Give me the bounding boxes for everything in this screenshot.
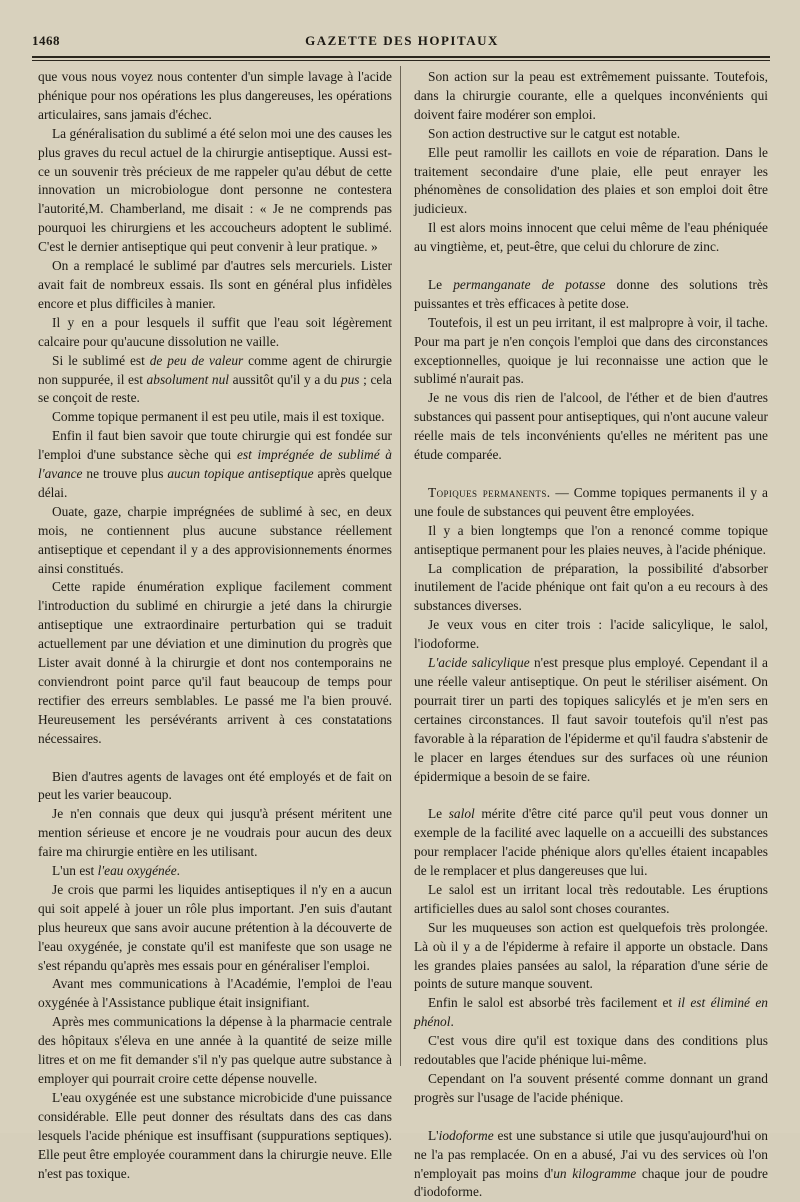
left-column <box>38 68 392 1183</box>
text-run: Enfin le salol est absorbé très facilement et <box>428 995 678 1011</box>
paragraph <box>38 881 392 976</box>
paragraph <box>414 68 768 125</box>
paragraph <box>414 1070 768 1108</box>
paragraph <box>414 1127 768 1202</box>
text-run: L'un est <box>52 863 98 879</box>
paragraph <box>38 352 392 409</box>
italic-text: un kilogramme <box>553 1165 637 1181</box>
paragraph <box>414 389 768 465</box>
text-run: Elle peut ramollir les caillots en voie de réparation. Dans le traitement secondaire d'une plaie, elle peut enrayer les phénomènes de consolidation des plaies et son emploi doit être judicieux. <box>414 144 768 217</box>
paragraph <box>38 975 392 1013</box>
text-run: C'est vous dire qu'il est toxique dans des conditions plus redoutables que l'acide phénique lui-même. <box>414 1033 768 1068</box>
italic-text: pus <box>340 371 360 387</box>
column-divider <box>400 66 401 1066</box>
header-rule-thin <box>32 60 770 61</box>
text-run: Le <box>428 806 449 822</box>
text-run: Son action sur la peau est extrêmement puissante. Toutefois, dans la chirurgie courante, elle a quelques inconvénients qui doivent faire modérer son emploi. <box>414 69 768 122</box>
paragraph <box>414 919 768 995</box>
paragraph <box>38 805 392 862</box>
text-run: Le salol est un irritant local très redoutable. Les éruptions artificielles dues au salol sont choses courantes. <box>414 881 768 916</box>
text-run: Après mes communications la dépense à la pharmacie centrale des hôpitaux s'éleva en une année à la quantité de seize mille litres et on me fit demander s'il n'y pas quelque autre substance à employer qui pourrait croire cette dépense nouvelle. <box>38 1014 392 1087</box>
text-run: La complication de préparation, la possibilité d'absorber inutilement de l'acide phénique ont fait qu'on a eu recours à des substances diverses. <box>414 560 768 614</box>
section-heading: Topiques permanents. <box>428 484 551 500</box>
paragraph <box>38 125 392 257</box>
text-run: Si le sublimé est <box>52 352 150 368</box>
paragraph <box>38 257 392 314</box>
paragraph <box>414 484 768 522</box>
text-run: Le <box>428 276 454 292</box>
paragraph <box>414 1032 768 1070</box>
text-run: Il est alors moins innocent que celui même de l'eau phéniquée au vingtième, et, peut-être, que celui du chlorure de zinc. <box>414 220 768 255</box>
paragraph <box>38 768 392 806</box>
italic-text: iodoforme <box>438 1127 494 1143</box>
paragraph <box>414 125 768 144</box>
text-run: n'est presque plus employé. Cependant il a une réelle valeur antiseptique. On peut le stériliser aisément. On pourrait tirer un parti des topiques salicylés et je m'en sers en certaines circonstances. Il faut savoir toutefois qu'il n'est pas favorable à la réparation de l'épiderme et qu'il faudra s'abstenir de le placer en larges étendues sur des surfaces où une réunion épidermique a besoin de se faire. <box>414 655 768 784</box>
text-run: mérite d'être cité parce qu'il peut vous donner un exemple de la facilité avec laquelle on a accueilli des substances pour remplacer l'acide phénique alors qu'elles étaient incapables de le remplacer et plus dangereuses que lui. <box>414 806 768 879</box>
paragraph <box>414 144 768 220</box>
text-run: — Comme topiques permanents il y a une foule de substances qui peuvent être employées. <box>414 484 769 519</box>
paragraph <box>414 805 768 881</box>
paragraph <box>38 862 392 881</box>
text-run: Avant mes communications à l'Académie, l'emploi de l'eau oxygénée à l'Assistance publique était insignifiant. <box>38 976 392 1011</box>
text-run: Je n'en connais que deux qui jusqu'à présent méritent une mention sérieuse et encore je ne voudrais pour aucun des deux faire ma chirurgie entière en les utilisant. <box>38 806 392 860</box>
text-run: donne des solutions très puissantes et très efficaces à petite dose. <box>414 276 768 311</box>
text-run: ne trouve plus <box>82 466 168 482</box>
text-run: Je veux vous en citer trois : l'acide salicylique, le salol, l'iodoforme. <box>414 617 768 652</box>
text-run: Il y a bien longtemps que l'on a renoncé comme topique antiseptique permanent pour les plaies neuves, à l'acide phénique. <box>414 522 768 557</box>
text-run: Bien d'autres agents de lavages ont été employés et de fait on peut les varier beaucoup. <box>38 768 392 803</box>
paragraph <box>38 1013 392 1089</box>
paragraph <box>38 314 392 352</box>
paragraph <box>414 560 768 617</box>
paragraph <box>38 578 392 748</box>
italic-text: permanganate de potasse <box>453 276 606 292</box>
paragraph <box>414 276 768 314</box>
italic-text: aucun topique antiseptique <box>167 466 314 482</box>
text-run: que vous nous voyez nous contenter d'un simple lavage à l'acide phénique pour nos opérations les plus dangereuses, les opérations articulaires, sans jamais d'échec. <box>38 69 392 122</box>
header-rule-thick <box>32 56 770 58</box>
text-run: Son action destructive sur le catgut est notable. <box>428 125 681 141</box>
journal-title: GAZETTE DES HOPITAUX <box>305 33 499 48</box>
text-run: Toutefois, il est un peu irritant, il est malpropre à voir, il tache. Pour ma part je n'en conçois l'emploi que dans des circonstances exceptionnelles, quoique je lui reconnaisse une action que le sublimé n'aurait pas. <box>414 314 768 387</box>
text-run: est une substance si utile que jusqu'aujourd'hui on ne l'a pas remplacée. On en a abusé, J'ai vu des services où l'on n'employait pas moins d' <box>414 1127 768 1181</box>
paragraph <box>414 616 768 654</box>
text-run: comme agent de chirurgie non suppurée, il est <box>38 352 392 387</box>
text-run: Comme topique permanent il est peu utile, mais il est toxique. <box>52 409 385 425</box>
paragraph <box>414 314 768 390</box>
paragraph <box>414 522 768 560</box>
paragraph <box>38 427 392 503</box>
italic-text: L'acide salicylique <box>428 655 530 671</box>
text-run: Cependant on l'a souvent présenté comme donnant un grand progrès sur l'usage de l'acide phénique. <box>414 1070 768 1105</box>
italic-text: de peu de valeur <box>149 352 244 368</box>
text-run: Il y en a pour lesquels il suffit que l'eau soit légèrement calcaire pour qu'aucune dissolution ne vaille. <box>38 314 392 349</box>
paragraph <box>414 654 768 786</box>
italic-text: est imprégnée de sublimé à l'avance <box>38 447 392 482</box>
page-number: 1468 <box>32 33 60 48</box>
text-run: Enfin il faut bien savoir que toute chirurgie qui est fondée sur l'emploi d'une substance sèche qui <box>38 428 392 463</box>
text-run: L' <box>428 1127 439 1143</box>
text-run: . <box>176 863 180 879</box>
italic-text: il est éliminé en phénol <box>414 995 768 1030</box>
paragraph <box>414 994 768 1032</box>
text-run: après quelque délai. <box>38 466 393 500</box>
text-run: ; cela se conçoit de reste. <box>38 371 392 406</box>
page-header <box>32 30 772 52</box>
text-run: aussitôt qu'il y a du <box>229 371 341 387</box>
text-run: Ouate, gaze, charpie imprégnées de sublimé à sec, en deux mois, ne contiennent plus aucune substance réellement antiseptique et cependant il y a des approvisionnements énormes ainsi constitués. <box>38 503 392 576</box>
paragraph <box>38 68 392 125</box>
paragraph <box>414 219 768 257</box>
text-run: On a remplacé le sublimé par d'autres sels mercuriels. Lister avait fait de nombreux essais. Ils sont en général plus infidèles encore et plus difficiles à manier. <box>38 258 392 311</box>
paragraph <box>38 503 392 579</box>
text-run: chaque jour de poudre d'iodoforme. <box>414 1165 768 1200</box>
text-run: Je ne vous dis rien de l'alcool, de l'éther et de bien d'autres substances qui passent pour antiseptiques, qui n'ont aucune valeur réelle mais de tels inconvénients qu'elles ne méritent pas une étude comparée. <box>414 390 768 463</box>
text-run: L'eau oxygénée est une substance microbicide d'une puissance considérable. Elle peut donner des résultats dans des cas dans lesquels l'acide phénique est insuffisant (suppurations septiques). Elle peut être employée couramment dans la chirurgie neuve. Elle n'est pas toxique. <box>38 1089 392 1181</box>
text-run: Cette rapide énumération explique facilement comment l'introduction du sublimé en chirurgie a jeté dans la chirurgie antiseptique une extraordinaire perturbation qui se traduit actuellement par une déviation et une diminution du progrès que Lister avait donné à la chirurgie et dont nos contemporains ne conviendront point parce qu'il faut beaucoup de temps pour rectifier des erreurs semblables. Le passé me l'a bien prouvé. Heureusement les persévérants arrivent à ces constatations nécessaires. <box>38 579 392 746</box>
text-run: Je crois que parmi les liquides antiseptiques il n'y en a aucun qui soit appelé à jouer un rôle plus important. J'en suis d'autant plus heureux que sans avoir aucune prétention à la découverte de l'eau oxygénée, je constate qu'il est manifeste que son usage ne s'est répandu qu'après mes essais pour en généraliser l'emploi. <box>38 881 392 973</box>
paragraph <box>414 881 768 919</box>
text-run: . <box>450 1014 454 1030</box>
text-run: La généralisation du sublimé a été selon moi une des causes les plus graves du recul actuel de la chirurgie antiseptique. Aussi est-ce un souvenir très précieux de me rappeler qu'au début de cette innovation un microbiologue dont personne ne contestera l'autorité,M. Chamberland, me disait : « Je ne comprends pas pourquoi les chirurgiens et les accoucheurs adoptent le sublimé. C'est le dernier antiseptique qui peut convenir à leur pratique. » <box>38 125 392 255</box>
italic-text: absolument nul <box>146 371 230 387</box>
paragraph <box>38 1089 392 1184</box>
paragraph <box>38 408 392 427</box>
italic-text: l'eau oxygénée <box>97 863 177 879</box>
text-run: Sur les muqueuses son action est quelquefois très prolongée. Là où il y a de l'épiderme à refaire il apporte un obstacle. Dans les grandes plaies pansées au salol, la réparation d'une série de points de suture manque souvent. <box>414 919 768 992</box>
italic-text: salol <box>448 806 475 822</box>
right-column <box>414 68 768 1202</box>
